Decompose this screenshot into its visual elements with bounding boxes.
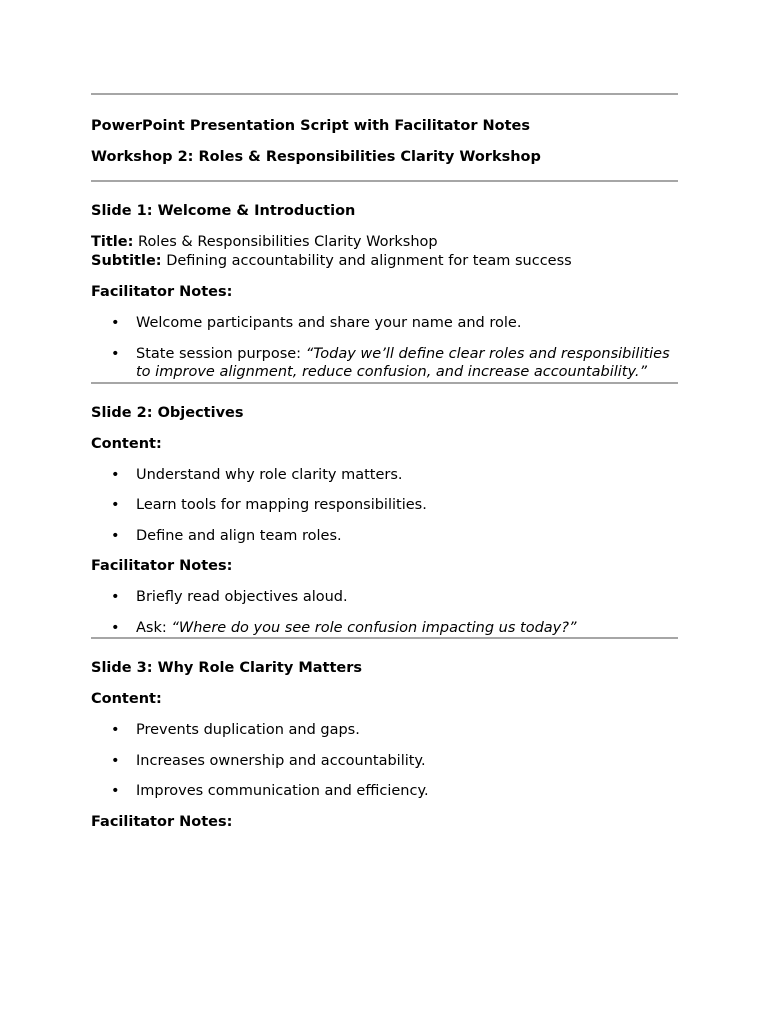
slide-1-title-line bbox=[91, 233, 678, 252]
slide-2-heading: Slide 2: Objectives bbox=[91, 404, 244, 421]
list-item bbox=[91, 527, 678, 546]
divider-top bbox=[91, 93, 678, 95]
slide-2-content-label: Content: bbox=[91, 435, 162, 452]
bullet-icon: • bbox=[111, 619, 120, 636]
slide-1-heading: Slide 1: Welcome & Introduction bbox=[91, 203, 356, 219]
slide-3-heading: Slide 3: Why Role Clarity Matters bbox=[91, 660, 363, 676]
slide-3-content-label: Content: bbox=[91, 691, 162, 707]
list-item-text: Briefly read objectives aloud. bbox=[136, 589, 348, 605]
list-item bbox=[91, 496, 678, 515]
purpose-quote: “Today we’ll define clear roles and responsibilities to improve alignment, reduce confusion, and increase accountability.” bbox=[136, 345, 670, 380]
list-item bbox=[91, 466, 678, 485]
divider-slide-2 bbox=[91, 637, 678, 639]
bullet-icon: • bbox=[111, 752, 120, 769]
list-item bbox=[91, 752, 678, 771]
subtitle-value: Defining accountability and alignment for team success bbox=[161, 253, 572, 269]
bullet-icon: • bbox=[111, 527, 120, 544]
title-value: Roles & Responsibilities Clarity Workshop bbox=[133, 234, 438, 250]
list-item-text: Learn tools for mapping responsibilities. bbox=[136, 497, 427, 513]
list-item-text: Ask: bbox=[136, 619, 172, 636]
list-item-text: Prevents duplication and gaps. bbox=[136, 722, 360, 738]
slide-1-title-block bbox=[91, 233, 678, 271]
list-item-text: Increases ownership and accountability. bbox=[136, 752, 426, 769]
bullet-icon: • bbox=[111, 315, 120, 331]
list-item-text: Improves communication and efficiency. bbox=[136, 783, 429, 799]
ask-quote: “Where do you see role confusion impacting us today?” bbox=[171, 619, 577, 636]
divider-header bbox=[91, 180, 678, 182]
list-item bbox=[91, 619, 678, 638]
slide-3-notes-label: Facilitator Notes: bbox=[91, 813, 233, 830]
slide-1-subtitle-line bbox=[91, 252, 678, 271]
slide-3-section bbox=[91, 659, 678, 832]
list-item-text: Define and align team roles. bbox=[136, 527, 342, 544]
list-item-text: Welcome participants and share your name and role. bbox=[136, 315, 522, 331]
bullet-icon: • bbox=[111, 345, 120, 362]
document-subtitle: Workshop 2: Roles & Responsibilities Clarity Workshop bbox=[91, 149, 541, 165]
list-item bbox=[91, 345, 678, 382]
list-item bbox=[91, 588, 678, 607]
slide-2-notes-list bbox=[91, 588, 678, 637]
title-label: Title: bbox=[91, 234, 134, 250]
list-item bbox=[91, 314, 678, 333]
list-item-text: State session purpose: bbox=[136, 345, 306, 362]
slide-2-notes-label: Facilitator Notes: bbox=[91, 558, 233, 574]
document-body bbox=[91, 93, 678, 832]
slide-1-notes-list bbox=[91, 314, 678, 382]
divider-slide-1 bbox=[91, 382, 678, 384]
list-item-text: Understand why role clarity matters. bbox=[136, 466, 403, 483]
bullet-icon: • bbox=[111, 722, 120, 738]
slide-1-notes-label: Facilitator Notes: bbox=[91, 284, 233, 300]
slide-1-section bbox=[91, 202, 678, 382]
bullet-icon: • bbox=[111, 497, 120, 513]
slide-2-content-list bbox=[91, 466, 678, 546]
document-title: PowerPoint Presentation Script with Facilitator Notes bbox=[91, 118, 531, 134]
bullet-icon: • bbox=[111, 466, 120, 483]
slide-3-content-list bbox=[91, 721, 678, 801]
list-item bbox=[91, 721, 678, 740]
bullet-icon: • bbox=[111, 783, 120, 799]
bullet-icon: • bbox=[111, 589, 120, 605]
slide-2-section bbox=[91, 404, 678, 638]
subtitle-label: Subtitle: bbox=[91, 253, 162, 269]
list-item bbox=[91, 782, 678, 801]
